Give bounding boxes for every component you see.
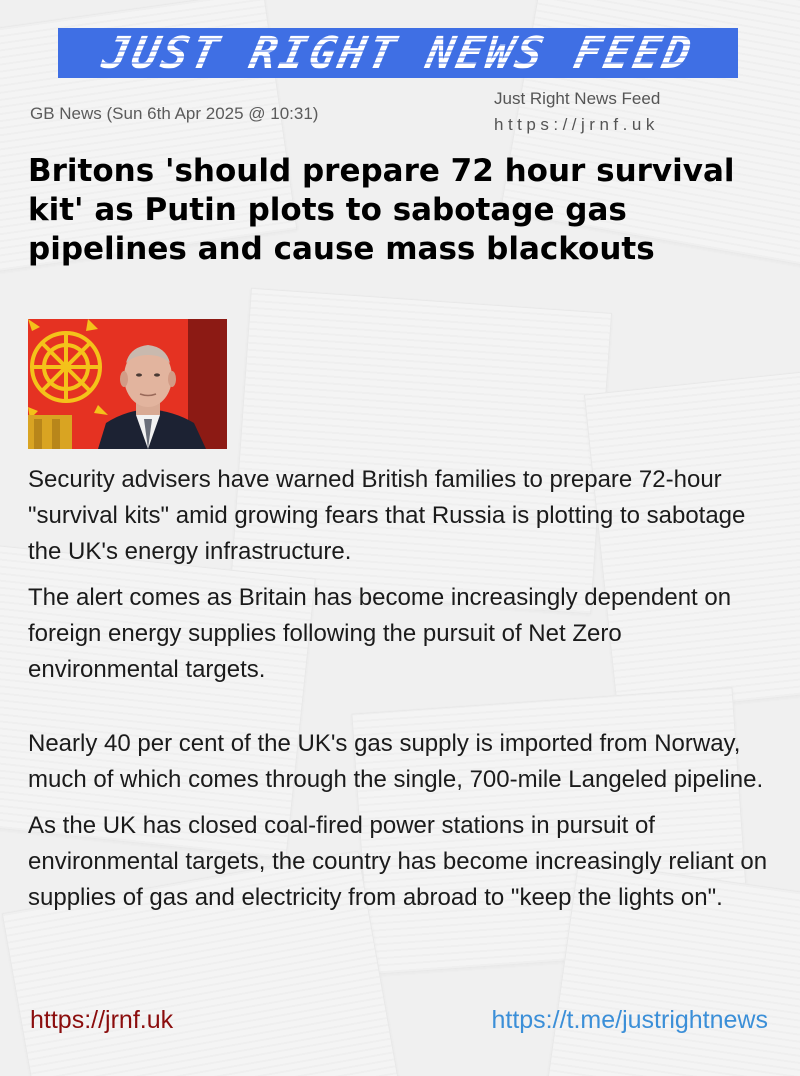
article-paragraph: As the UK has closed coal-fired power stations in pursuit of environmental targets, the country has become increasingly reliant on supplies of gas and electricity from abroad to "keep the lights on". <box>28 812 768 911</box>
article-paragraph: Nearly 40 per cent of the UK's gas supply is imported from Norway, much of which comes through the single, 700-mile Langeled pipeline. <box>28 730 764 793</box>
site-link[interactable]: https://jrnf.uk <box>30 1006 174 1034</box>
brand-block <box>494 89 660 135</box>
article-paragraph: Security advisers have warned British families to prepare 72-hour "survival kits" amid growing fears that Russia is plotting to sabotage the UK's energy infrastructure. <box>28 466 746 565</box>
article-photo <box>28 319 227 449</box>
telegram-link[interactable]: https://t.me/justrightnews <box>491 1006 768 1034</box>
article-paragraph: The alert comes as Britain has become increasingly dependent on foreign energy supplies following the pursuit of Net Zero environmental targets. <box>28 584 732 683</box>
article-headline: Britons 'should prepare 72 hour survival kit' as Putin plots to sabotage gas pipelines and cause mass blackouts <box>28 153 735 267</box>
article-source-date: GB News (Sun 6th Apr 2025 @ 10:31) <box>30 104 319 123</box>
article-body <box>28 462 778 926</box>
brand-url: https://jrnf.uk <box>494 115 659 134</box>
brand-name: Just Right News Feed <box>494 89 661 108</box>
banner-title: JUST RIGHT NEWS FEED <box>97 28 699 78</box>
site-banner <box>58 28 738 78</box>
